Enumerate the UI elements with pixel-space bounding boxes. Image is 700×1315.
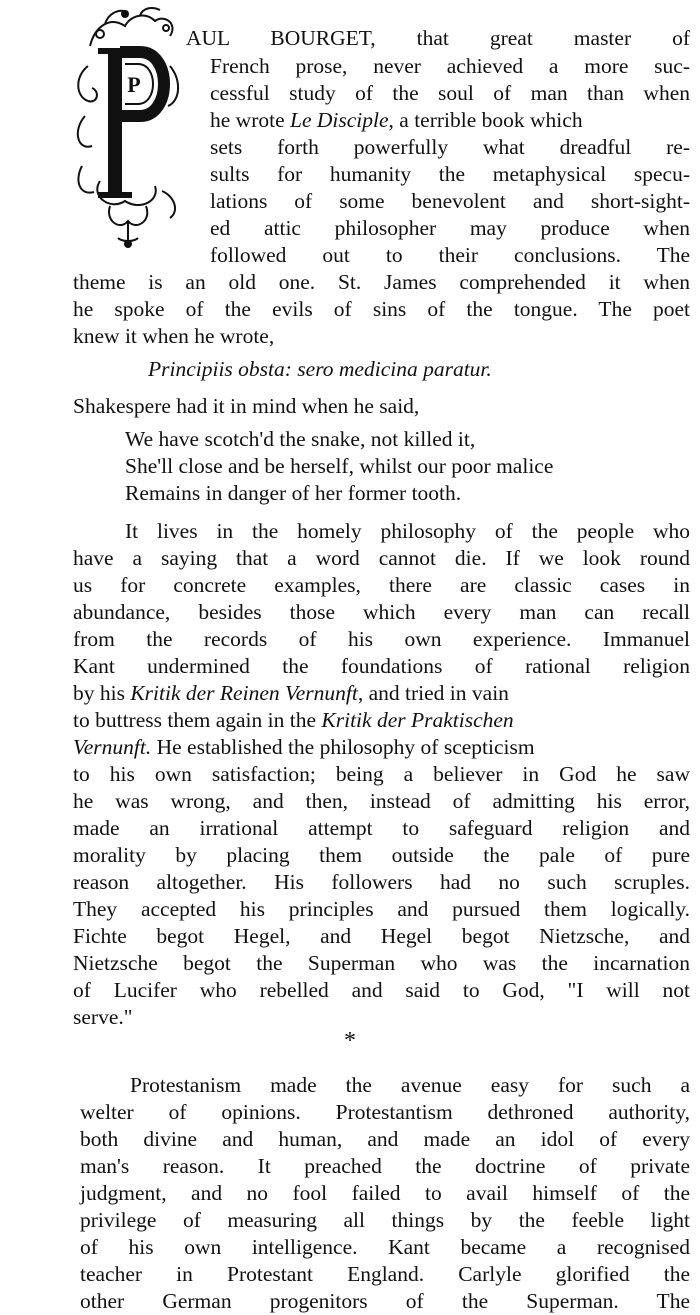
para1-line-3: cessful study of the soul of man than when — [210, 81, 690, 105]
shakespeare-intro: Shakespere had it in mind when he said, — [73, 394, 420, 418]
para2-line-9-tail: He established the philosophy of scepticism — [151, 735, 535, 759]
para1-line-12: knew it when he wrote, — [73, 324, 275, 348]
para2-line-16: Fichte begot Hegel, and Hegel begot Nietzsche, and — [73, 924, 690, 948]
para2-line-6: Kant undermined the foundations of rational religion — [73, 654, 690, 678]
para1-line-5: sets forth powerfully what dreadful re- — [210, 135, 690, 159]
verse-line-3: Remains in danger of her former tooth. — [125, 481, 462, 505]
para1-line-4 — [210, 107, 690, 134]
para2-line-5: from the records of his own experience. Immanuel — [73, 627, 690, 651]
para2-line-7-tail: , and tried in vain — [357, 681, 509, 705]
para2-line-8-text: to buttress them again in the — [73, 708, 322, 732]
para1-line-11: he spoke of the evils of sins of the tongue. The poet — [73, 297, 690, 321]
section-separator: * — [344, 1028, 356, 1054]
latin-quote: Principiis obsta: sero medicina paratur. — [148, 357, 492, 381]
para1-line-4-tail: , a terrible book which — [388, 108, 583, 132]
para2-line-8 — [73, 707, 690, 734]
para2-line-1: It lives in the homely philosophy of the people who — [125, 519, 690, 543]
para1-line-9: followed out to their conclusions. The — [210, 243, 690, 267]
para1-line-7: lations of some benevolent and short-sight- — [210, 189, 690, 213]
para2-line-7-text: by his — [73, 681, 131, 705]
verse-line-1: We have scotch'd the snake, not killed it, — [125, 427, 476, 451]
para3-line-1: Protestanism made the avenue easy for such a — [130, 1073, 690, 1097]
para1-line-8: ed attic philosopher may produce when — [210, 216, 690, 240]
para1-line-10: theme is an old one. St. James comprehended it when — [73, 270, 690, 294]
para2-line-19: serve." — [73, 1005, 133, 1029]
para2-line-9 — [73, 734, 690, 761]
book-title-kritik-reinen: Kritik der Reinen Vernunft — [130, 681, 358, 705]
para1-line-4-text: he wrote — [210, 108, 290, 132]
ornamental-dropcap — [70, 6, 188, 250]
para2-line-11: he was wrong, and then, instead of admitting his error, — [73, 789, 690, 813]
para2-line-15: They accepted his principles and pursued them logically. — [73, 897, 690, 921]
verse-line-2: She'll close and be herself, whilst our poor malice — [125, 454, 554, 478]
para3-line-6: privilege of measuring all things by the feeble light — [80, 1208, 690, 1232]
book-title-kritik-praktischen: Kritik der Praktischen — [321, 708, 514, 732]
para2-line-13: morality by placing them outside the pale of pure — [73, 843, 690, 867]
para1-line-2: French prose, never achieved a more suc- — [210, 54, 690, 78]
para2-line-18: of Lucifer who rebelled and said to God, "I will not — [73, 978, 690, 1002]
para3-line-8: teacher in Protestant England. Carlyle glorified the — [80, 1262, 690, 1286]
para2-line-3: us for concrete examples, there are classic cases in — [73, 573, 690, 597]
para2-line-14: reason altogether. His followers had no such scruples. — [73, 870, 690, 894]
book-title-le-disciple: Le Disciple — [290, 108, 389, 132]
para3-line-5: judgment, and no fool failed to avail himself of the — [80, 1181, 690, 1205]
para1-line-6: sults for humanity the metaphysical specu- — [210, 162, 690, 186]
para3-line-7: of his own intelligence. Kant became a recognised — [80, 1235, 690, 1259]
para2-line-7 — [73, 680, 690, 707]
para1-line-1: AUL BOURGET, that great master of — [186, 26, 690, 50]
para3-line-3: both divine and human, and made an idol of every — [80, 1127, 690, 1151]
para2-line-10: to his own satisfaction; being a believer in God he saw — [73, 762, 690, 786]
para2-line-17: Nietzsche begot the Superman who was the incarnation — [73, 951, 690, 975]
para3-line-2: welter of opinions. Protestantism dethroned authority, — [80, 1100, 690, 1124]
para2-line-4: abundance, besides those which every man can recall — [73, 600, 690, 624]
para3-line-4: man's reason. It preached the doctrine of private — [80, 1154, 690, 1178]
dropcap-letter: P — [127, 72, 141, 97]
para2-line-12: made an irrational attempt to safeguard religion and — [73, 816, 690, 840]
para2-line-2: have a saying that a word cannot die. If we look round — [73, 546, 690, 570]
book-title-vernunft: Vernunft. — [73, 735, 152, 759]
para3-line-9: other German progenitors of the Superman. The — [80, 1289, 690, 1313]
